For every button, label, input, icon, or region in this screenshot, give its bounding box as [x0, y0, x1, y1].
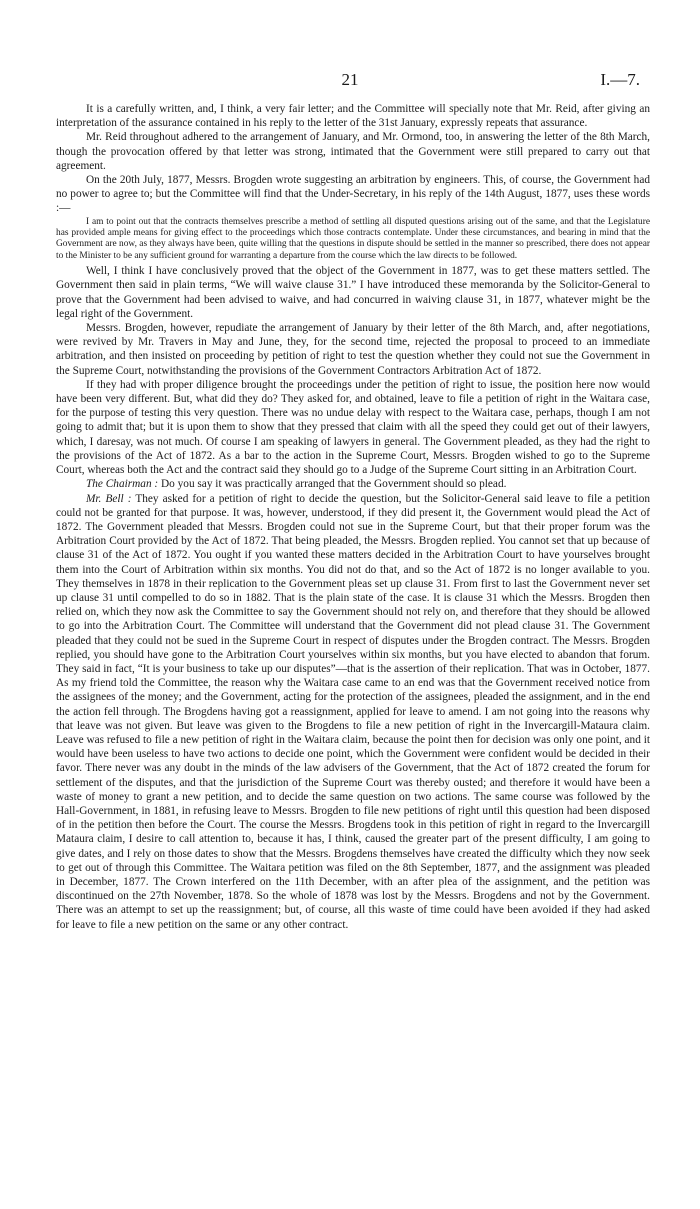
speaker-name: The Chairman :	[86, 478, 159, 491]
speech-paragraph: The Chairman : Do you say it was practically arranged that the Government should so plead.	[86, 478, 507, 491]
speaker-name: Mr. Bell :	[86, 492, 132, 505]
paper-reference: I.—7.	[600, 70, 640, 89]
speech-paragraph: Mr. Bell : They asked for a petition of right to decide the question, but the Solicitor-General said leave to file a petition could not be granted for that purpose. It was, however, understood, if they did present it, the Government would plead the Act of 1872. The Government pleaded that Messrs. Brogden could not sue in the Supreme Court, but that their proper forum was the Arbitration Court provided by the Act of 1872. That being pleaded, the Messrs. Brogden replied. You cannot set that up because of clause 31 of the Act of 1872. You ought if you wanted these matters decided in the Arbitration Court to have yourselves brought them into the Court of Arbitration within six months. You did not do that, and so the Act of 1872 is no longer available to you. They themselves in 1878 in their replication to the Government pleas set up clause 31. From first to last the Government never set up clause 31 until compelled to do so in 1882. That is the plain state of the case. It is clause 31 which the Messrs. Brogden then relied on, which they now ask the Committee to say the Government should not rely on, and therefore that they should be allowed to go into the Arbitration Court. The Committee will understand that the Government did not plead clause 31. The Government pleaded that they could not be sued in the Supreme Court in respect of disputes under the Brogden contract. The Messrs. Brogden replied, you should have gone to the Arbitration Court yourselves within six months, but you have elected to abandon that forum. They said in fact, “It is your business to take up our disputes”—that is the assertion of their replication. That was in October, 1877. As my friend told the Committee, the reason why the Waitara case came to an end was that the Government received notice from the assignees of the money; and the Government, acting for the protection of the assignees, pleaded the assignment, and in the end the action fell through. The Brogdens having got a reassignment, applied for leave to amend. I am not going into the reasons why that leave was not given. But leave was given to the Brogdens to file a new petition of right in the Invercargill-Mataura claim. Leave was refused to file a new petition of right in the Waitara claim, because the point then for decision was only one point, and it would have been useless to have two actions to decide one point, which the Government were confident would be decided in their favor. There never was any doubt in the minds of the law advisers of the Government, that the Act of 1872 created the forum for settlement of the disputes, and that the jurisdiction of the Supreme Court was thereby ousted; and therefore it would have been a waste of money to grant a new petition, and to decide the same question on two actions. The same course was followed by the Hall-Government, in 1881, in refusing leave to Messrs. Brogden to file new petitions of right until this question had been disposed of in the petition then before the Court. The course the Messrs. Brogdens took in this petition of right in regard to the Invercargill Mataura claim, I desire to call attention to, because it has, I think, caused the greater part of the present difficulty, I am going to give dates, and I rely on those dates to show that the Messrs. Brogdens themselves have created the difficulty which they now seek to get out of through this Committee. The Waitara petition was filed on the 8th September, 1877, and the assignment was pleaded in December, 1877. The Crown interfered on the 11th December, with an after plea of the assignment, and the petition was discontinued on the 27th November, 1878. So the whole of 1878 was lost by the Messrs. Brogdens and not by the Government. There was an attempt to set up the reassignment; but, of course, all this waste of time could have been avoided if they had asked for leave to file a new petition on the same or any other contract.	[56, 492, 650, 931]
paragraph: Mr. Reid throughout adhered to the arrangement of January, and Mr. Ormond, too, in answering the letter of the 8th March, though the provocation offered by that letter was strong, intimated that the Government were still prepared to carry out that agreement.	[56, 131, 650, 172]
page-number: 21	[341, 70, 359, 89]
quoted-letter: I am to point out that the contracts themselves prescribe a method of settling all disputed questions arising out of the same, and that the Legislature has provided ample means for giving effect to the proceedings which those contracts contemplate. Under these circumstances, and bearing in mind that the Government are now, as they always have been, quite willing that the questions in dispute should be settled in the manner so prescribed, there does not appear to the Minister to be any sufficient ground for warranting a departure from the course which the law directs to be followed.	[56, 216, 650, 261]
paragraph: It is a carefully written, and, I think, a very fair letter; and the Committee will specially note that Mr. Reid, after giving an interpretation of the assurance contained in his reply to the letter of the 31st January, expressly repeats that assurance.	[56, 103, 650, 130]
paragraph: Messrs. Brogden, however, repudiate the arrangement of January by their letter of the 8th March, and, after negotiations, were revived by Mr. Travers in May and June, they, for the second time, rejected the proposal to proceed to an immediate arbitration, and then insisted on proceeding by petition of right to test the question whether they could not sue the Government in the Supreme Court, notwithstanding the provisions of the Government Contractors Arbitration Act of 1872.	[56, 322, 650, 377]
page-header	[0, 70, 700, 94]
paragraph: If they had with proper diligence brought the proceedings under the petition of right to issue, the position here now would have been very different. But, what did they do? They asked for, and obtained, leave to file a petition of right in the Waitara case, for the purpose of testing this very question. There was no undue delay with respect to the Waitara case, perhaps, though I am not going to admit that; but it is upon them to show that they pressed that claim with all the speed they could get out of their lawyers, which, I daresay, was not much. Of course I am speaking of lawyers in general. The Government pleaded, as they had the right to the provisions of the Act of 1872. As a bar to the action in the Supreme Court, Messrs. Brogden wished to go to the Supreme Court, whereas both the Act and the contract said they should go to a Judge of the Supreme Court sitting in an Arbitration Court.	[56, 378, 650, 477]
body-text	[56, 102, 650, 932]
paragraph: Well, I think I have conclusively proved that the object of the Government in 1877, was to get these matters settled. The Government then said in plain terms, “We will waive clause 31.” I have introduced these memoranda by the Solicitor-General to prove that the Government had been advised to waive, and had concurred in waiving clause 31, in 1877, whatever might be the legal right of the Government.	[56, 265, 650, 320]
paragraph: On the 20th July, 1877, Messrs. Brogden wrote suggesting an arbitration by engineers. This, of course, the Government had no power to agree to; but the Committee will find that the Under-Secretary, in his reply of the 14th August, 1877, uses these words :—	[56, 174, 650, 215]
